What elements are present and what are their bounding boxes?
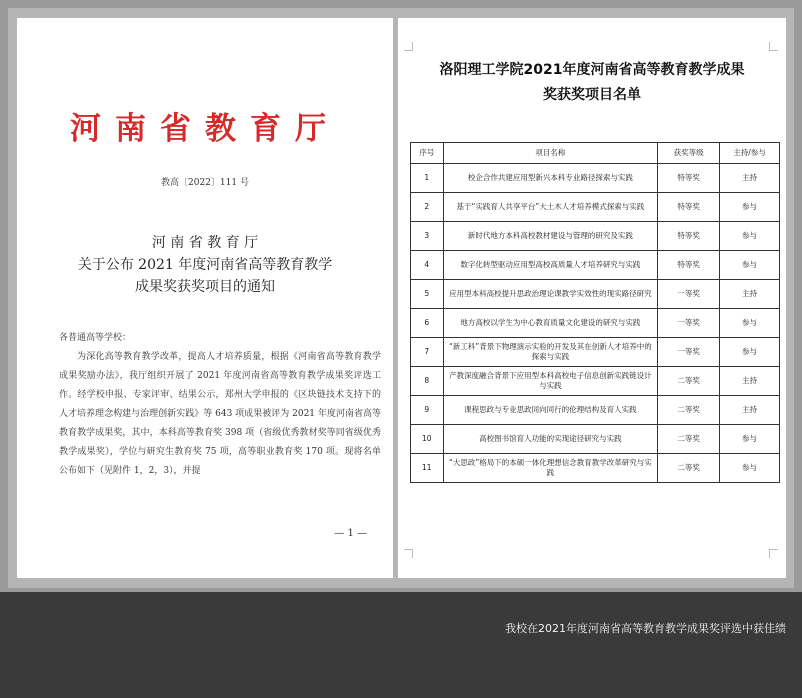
award-list-title <box>398 58 786 108</box>
header-award-level: 获奖等级 <box>658 143 720 164</box>
cell-project-name: 应用型本科高校提升思政治理论课教学实效性的现实路径研究 <box>443 280 658 309</box>
notice-body: 为深化高等教育教学改革，提高人才培养质量，根据《河南省高等教育教学成果奖励办法》，我厅组织开展了 2021 年度河南省高等教育教学成果奖评选工作。经学校申报、专家评审、结果公示，郑州大学申报的《区块链技术支持下的人才培养理念构建与治理创新实践》等 643 项成果被评为 2021 年度河南省高等教育教学成果奖，其中，本科高等教育奖 398 项（省级优秀教材奖等同省级优秀教学成果奖），学位与研究生教育奖 75 项，高等职业教育奖 170 项。现将名单公布如下（见附件 1，2，3），并提 <box>59 352 381 476</box>
table-row <box>411 251 780 280</box>
cell-no: 3 <box>411 222 444 251</box>
cell-no: 7 <box>411 338 444 367</box>
header-role: 主持/参与 <box>720 143 780 164</box>
award-table <box>410 142 780 483</box>
header-no: 序号 <box>411 143 444 164</box>
cell-award-level: 二等奖 <box>658 454 720 483</box>
cell-no: 2 <box>411 193 444 222</box>
cell-project-name: 地方高校以学生为中心教育质量文化建设的研究与实践 <box>443 309 658 338</box>
table-row <box>411 309 780 338</box>
notice-title-line: 关于公布 2021 年度河南省高等教育教学 <box>77 257 333 273</box>
cell-award-level: 二等奖 <box>658 396 720 425</box>
salutation: 各普通高等学校： <box>59 333 132 343</box>
cell-award-level: 特等奖 <box>658 251 720 280</box>
cell-role: 参与 <box>720 251 780 280</box>
notice-title-line: 成果奖获奖项目的通知 <box>135 279 275 295</box>
cell-no: 10 <box>411 425 444 454</box>
cell-role: 主持 <box>720 164 780 193</box>
cell-role: 参与 <box>720 193 780 222</box>
cell-no: 1 <box>411 164 444 193</box>
cell-no: 6 <box>411 309 444 338</box>
cell-award-level: 二等奖 <box>658 425 720 454</box>
cell-role: 参与 <box>720 454 780 483</box>
cell-role: 主持 <box>720 367 780 396</box>
award-list-page <box>398 18 786 578</box>
letterhead-title: 河南省教育厅 <box>70 111 340 147</box>
cell-role: 参与 <box>720 425 780 454</box>
cell-award-level: 一等奖 <box>658 280 720 309</box>
cell-project-name: 校企合作共建应用型新兴本科专业路径探索与实践 <box>443 164 658 193</box>
cell-no: 4 <box>411 251 444 280</box>
cell-project-name: 基于“实践育人共享平台”大土木人才培养模式探索与实践 <box>443 193 658 222</box>
notice-title-line: 河 南 省 教 育 厅 <box>151 235 259 251</box>
award-list-title-line: 奖获奖项目名单 <box>543 87 641 103</box>
table-row <box>411 280 780 309</box>
table-row <box>411 454 780 483</box>
cell-award-level: 特等奖 <box>658 164 720 193</box>
crop-mark <box>404 42 413 51</box>
cell-project-name: 高校图书馆育人功能的实现途径研究与实践 <box>443 425 658 454</box>
cell-award-level: 一等奖 <box>658 309 720 338</box>
table-row <box>411 396 780 425</box>
cell-role: 主持 <box>720 396 780 425</box>
table-row <box>411 425 780 454</box>
cell-role: 主持 <box>720 280 780 309</box>
table-row <box>411 338 780 367</box>
cell-project-name: 数字化转型驱动应用型高校高质量人才培养研究与实践 <box>443 251 658 280</box>
cell-project-name: “新工科”背景下物理演示实验的开发及其在创新人才培养中的探索与实践 <box>443 338 658 367</box>
cell-project-name: 产教深度融合背景下应用型本科高校电子信息创新实践链设计与实践 <box>443 367 658 396</box>
document-number: 教高〔2022〕111 号 <box>161 178 249 188</box>
header-project-name: 项目名称 <box>443 143 658 164</box>
crop-mark <box>769 42 778 51</box>
cell-role: 参与 <box>720 338 780 367</box>
notice-title <box>17 232 393 298</box>
cell-project-name: 新时代地方本科高校教材建设与管理的研究及实践 <box>443 222 658 251</box>
table-row <box>411 367 780 396</box>
award-list-title-line: 洛阳理工学院2021年度河南省高等教育教学成果 <box>439 62 745 78</box>
cell-role: 参与 <box>720 309 780 338</box>
cell-award-level: 二等奖 <box>658 367 720 396</box>
caption-bar <box>0 592 802 698</box>
cell-project-name: “大思政”格局下的本硕一体化理想信念教育教学改革研究与实践 <box>443 454 658 483</box>
table-row <box>411 193 780 222</box>
cell-no: 11 <box>411 454 444 483</box>
crop-mark <box>769 549 778 558</box>
cell-no: 8 <box>411 367 444 396</box>
table-row <box>411 164 780 193</box>
caption-text: 我校在2021年度河南省高等教育教学成果奖评选中获佳绩 <box>505 622 786 635</box>
cell-no: 5 <box>411 280 444 309</box>
cell-award-level: 特等奖 <box>658 222 720 251</box>
cell-award-level: 特等奖 <box>658 193 720 222</box>
crop-mark <box>404 549 413 558</box>
cell-project-name: 课程思政与专业思政同向同行的伦理结构及育人实践 <box>443 396 658 425</box>
notice-document-page <box>17 18 393 578</box>
table-header-row <box>411 143 780 164</box>
cell-award-level: 一等奖 <box>658 338 720 367</box>
cell-no: 9 <box>411 396 444 425</box>
page-number: — 1 — <box>334 528 367 539</box>
cell-role: 参与 <box>720 222 780 251</box>
table-row <box>411 222 780 251</box>
